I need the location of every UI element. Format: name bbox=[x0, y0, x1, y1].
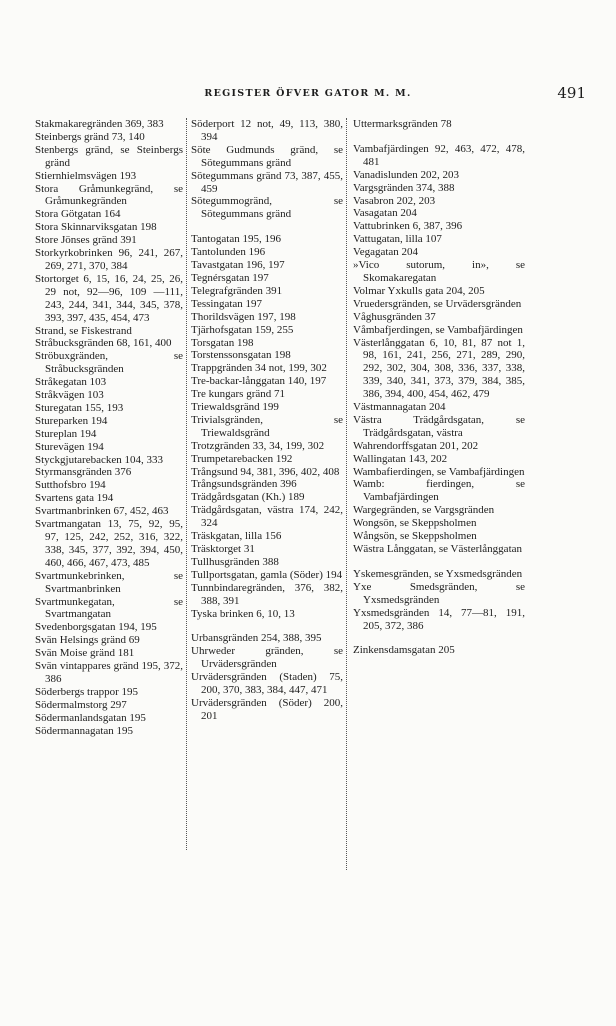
index-entry: Svartmanbrinken 67, 452, 463 bbox=[35, 505, 169, 518]
index-entry: Uttermarksgränden 78 bbox=[353, 118, 452, 130]
index-entry: Tantogatan 195, 196 bbox=[191, 233, 281, 246]
index-entry: Västmannagatan 204 bbox=[353, 401, 446, 414]
index-entry: Wamb: fierdingen, se Vambafjärdingen bbox=[353, 478, 525, 504]
index-entry: Tullhusgränden 388 bbox=[191, 555, 279, 568]
column-divider bbox=[346, 118, 347, 870]
index-entry: Söderbergs trappor 195 bbox=[35, 685, 139, 698]
index-entry: Sötegummans gränd 73, 387, 455, 459 bbox=[191, 169, 343, 195]
index-entry: Våmbafjerdingen, se Vambafjärdingen bbox=[353, 323, 523, 336]
index-column-3 bbox=[353, 118, 525, 657]
index-entry: Uhrweder gränden, se Urvädersgränden bbox=[191, 645, 343, 671]
index-entry: Vattugatan, lilla 107 bbox=[353, 233, 442, 246]
index-column-1 bbox=[35, 118, 183, 738]
index-entry: Wongsön, se Skeppsholmen bbox=[353, 517, 477, 530]
index-entry: Trångsund 94, 381, 396, 402, 408 bbox=[191, 465, 340, 478]
index-entry: Svän Helsings gränd 69 bbox=[35, 634, 140, 647]
index-entry: Tavastgatan 196, 197 bbox=[191, 259, 285, 272]
index-entry: Vambafjärdingen 92, 463, 472, 478, 481 bbox=[353, 142, 525, 168]
index-entry: Svedenborgsgatan 194, 195 bbox=[35, 621, 157, 634]
index-entry: Wallingatan 143, 202 bbox=[353, 452, 448, 465]
index-entry: Styrmansgränden 376 bbox=[35, 466, 132, 479]
index-entry: Tunnbindaregränden, 376, 382, 388, 391 bbox=[191, 581, 343, 607]
index-entry: Yxe Smedsgränden, se Yxsmedsgränden bbox=[353, 580, 525, 606]
index-entry: Söderport 12 not, 49, 113, 380, 394 bbox=[191, 118, 343, 143]
index-entry: Sturevägen 194 bbox=[35, 440, 104, 453]
index-entry: Södermanlandsgatan 195 bbox=[35, 711, 146, 724]
index-entry: Vruedersgränden, se Urvädersgränden bbox=[353, 297, 522, 310]
index-entry: Vegagatan 204 bbox=[353, 246, 419, 259]
index-entry: Stiernhielmsvägen 193 bbox=[35, 169, 137, 182]
index-entry: Stenbergs gränd, se Steinbergs gränd bbox=[35, 143, 183, 169]
index-entry: Wästra Långgatan, se Västerlånggatan bbox=[353, 543, 523, 555]
index-entry: Strand, se Fiskestrand bbox=[35, 324, 132, 337]
index-entry: Trumpetarebacken 192 bbox=[191, 452, 293, 465]
index-entry: Thorildsvägen 197, 198 bbox=[191, 310, 296, 323]
index-entry: Sutthofsbro 194 bbox=[35, 479, 106, 492]
index-entry: Svartmunkegatan, se Svartmangatan bbox=[35, 595, 183, 621]
index-entry: Zinkensdamsgatan 205 bbox=[353, 644, 455, 657]
index-entry: Sturegatan 155, 193 bbox=[35, 401, 124, 414]
page-header bbox=[0, 86, 616, 106]
index-entry: Tjärhofsgatan 159, 255 bbox=[191, 323, 294, 336]
index-entry: Våghusgränden 37 bbox=[353, 310, 436, 323]
index-entry: Urvädersgränden (Staden) 75, 200, 370, 383, 384, 447, 471 bbox=[191, 671, 343, 697]
index-entry: Store Jönses gränd 391 bbox=[35, 234, 137, 247]
index-entry: Storkyrkobrinken 96, 241, 267, 269, 271, 370, 384 bbox=[35, 247, 183, 272]
index-entry: Telegrafgränden 391 bbox=[191, 284, 283, 297]
index-entry: Tre-backar-långgatan 140, 197 bbox=[191, 375, 327, 388]
index-entry: Stureparken 194 bbox=[35, 414, 108, 427]
index-entry: Trångsundsgränden 396 bbox=[191, 478, 297, 491]
index-entry: Träsktorget 31 bbox=[191, 543, 255, 555]
index-entry: Stora Skinnarviksgatan 198 bbox=[35, 221, 157, 234]
index-entry: Wahrendorffsgatan 201, 202 bbox=[353, 439, 479, 452]
index-entry: Trotzgränden 33, 34, 199, 302 bbox=[191, 439, 325, 452]
index-entry: Vargsgränden 374, 388 bbox=[353, 181, 455, 194]
index-entry: Stakmakaregränden 369, 383 bbox=[35, 118, 164, 130]
index-column-2 bbox=[191, 118, 343, 723]
index-entry: Yxsmedsgränden 14, 77—81, 191, 205, 372, 386 bbox=[353, 606, 525, 632]
index-entry: Svän Moise gränd 181 bbox=[35, 647, 135, 660]
index-entry: Södermalmstorg 297 bbox=[35, 698, 127, 711]
index-entry: Yskemesgränden, se Yxsmedsgränden bbox=[353, 567, 523, 580]
index-entry: Triewaldsgränd 199 bbox=[191, 401, 279, 414]
index-entry: Vasabron 202, 203 bbox=[353, 194, 436, 207]
index-entry: Södermannagatan 195 bbox=[35, 724, 134, 737]
index-entry: Västerlånggatan 6, 10, 81, 87 not 1, 98, 161, 241, 256, 271, 289, 290, 292, 302, 304, 308, 336, 337, 338, 339, 340, 341, 373, 379, 384, 385, 386, 394, 400, 454, 462, 479 bbox=[353, 336, 525, 401]
index-entry: Trädgårdsgatan (Kh.) 189 bbox=[191, 491, 305, 504]
index-entry: Tantolunden 196 bbox=[191, 246, 266, 259]
index-entry: Stora Götgatan 164 bbox=[35, 208, 121, 221]
index-entry: Trädgårdsgatan, västra 174, 242, 324 bbox=[191, 504, 343, 530]
index-entry: Styckgjutarebacken 104, 333 bbox=[35, 453, 163, 466]
index-entry: Västra Trädgårdsgatan, se Trädgårdsgatan, västra bbox=[353, 413, 525, 439]
index-entry: Stora Gråmunkegränd, se Gråmunkegränden bbox=[35, 182, 183, 208]
column-divider bbox=[186, 118, 187, 850]
index-entry: Sötegummogränd, se Sötegummans gränd bbox=[191, 195, 343, 221]
index-entry: »Vico sutorum, in», se Skomakaregatan bbox=[353, 259, 525, 284]
index-entry: Stureplan 194 bbox=[35, 427, 97, 440]
index-entry: Torsgatan 198 bbox=[191, 336, 254, 349]
index-entry: Träskgatan, lilla 156 bbox=[191, 530, 282, 543]
index-entry: Vanadislunden 202, 203 bbox=[353, 168, 460, 181]
index-entry: Stråkegatan 103 bbox=[35, 376, 107, 389]
index-entry: Söte Gudmunds gränd, se Sötegummans gränd bbox=[191, 143, 343, 169]
index-entry: Wambafierdingen, se Vambafjärdingen bbox=[353, 465, 525, 478]
index-entry: Vattubrinken 6, 387, 396 bbox=[353, 220, 463, 233]
index-entry: Urvädersgränden (Söder) 200, 201 bbox=[191, 696, 343, 722]
index-entry: Urbansgränden 254, 388, 395 bbox=[191, 632, 322, 645]
index-entry: Volmar Yxkulls gata 204, 205 bbox=[353, 284, 485, 297]
running-title: REGISTER ÖFVER GATOR M. M. bbox=[204, 88, 412, 99]
index-entry: Tessingatan 197 bbox=[191, 297, 263, 310]
index-entry: Wångsön, se Skeppsholmen bbox=[353, 530, 477, 543]
index-entry: Tyska brinken 6, 10, 13 bbox=[191, 607, 295, 620]
index-entry: Stortorget 6, 15, 16, 24, 25, 26, 29 not, 92—96, 109 —111, 243, 244, 341, 344, 345, 378, 393, 397, 435, 454, 473 bbox=[35, 272, 183, 324]
index-entry: Trivialsgränden, se Triewaldsgränd bbox=[191, 413, 343, 439]
index-entry: Ströbuxgränden, se Stråbucksgränden bbox=[35, 350, 183, 376]
index-entry: Svartens gata 194 bbox=[35, 492, 114, 505]
page-number: 491 bbox=[557, 84, 586, 102]
index-entry: Tegnérsgatan 197 bbox=[191, 271, 269, 284]
index-entry: Tullportsgatan, gamla (Söder) 194 bbox=[191, 568, 343, 581]
index-entry: Svän vintappares gränd 195, 372, 386 bbox=[35, 660, 183, 685]
index-entry: Svartmangatan 13, 75, 92, 95, 97, 125, 242, 252, 316, 322, 338, 345, 377, 392, 394, 450, 460, 466, 467, 473, 485 bbox=[35, 518, 183, 569]
index-entry: Steinbergs gränd 73, 140 bbox=[35, 130, 145, 143]
index-entry: Wargegränden, se Vargsgränden bbox=[353, 504, 495, 517]
index-entry: Svartmunkebrinken, se Svartmanbrinken bbox=[35, 569, 183, 595]
index-entry: Stråkvägen 103 bbox=[35, 389, 104, 402]
index-entry: Tre kungars gränd 71 bbox=[191, 388, 285, 401]
index-entry: Stråbucksgränden 68, 161, 400 bbox=[35, 337, 172, 350]
index-entry: Trappgränden 34 not, 199, 302 bbox=[191, 362, 327, 375]
index-entry: Vasagatan 204 bbox=[353, 207, 417, 220]
index-entry: Torstenssonsgatan 198 bbox=[191, 349, 291, 362]
